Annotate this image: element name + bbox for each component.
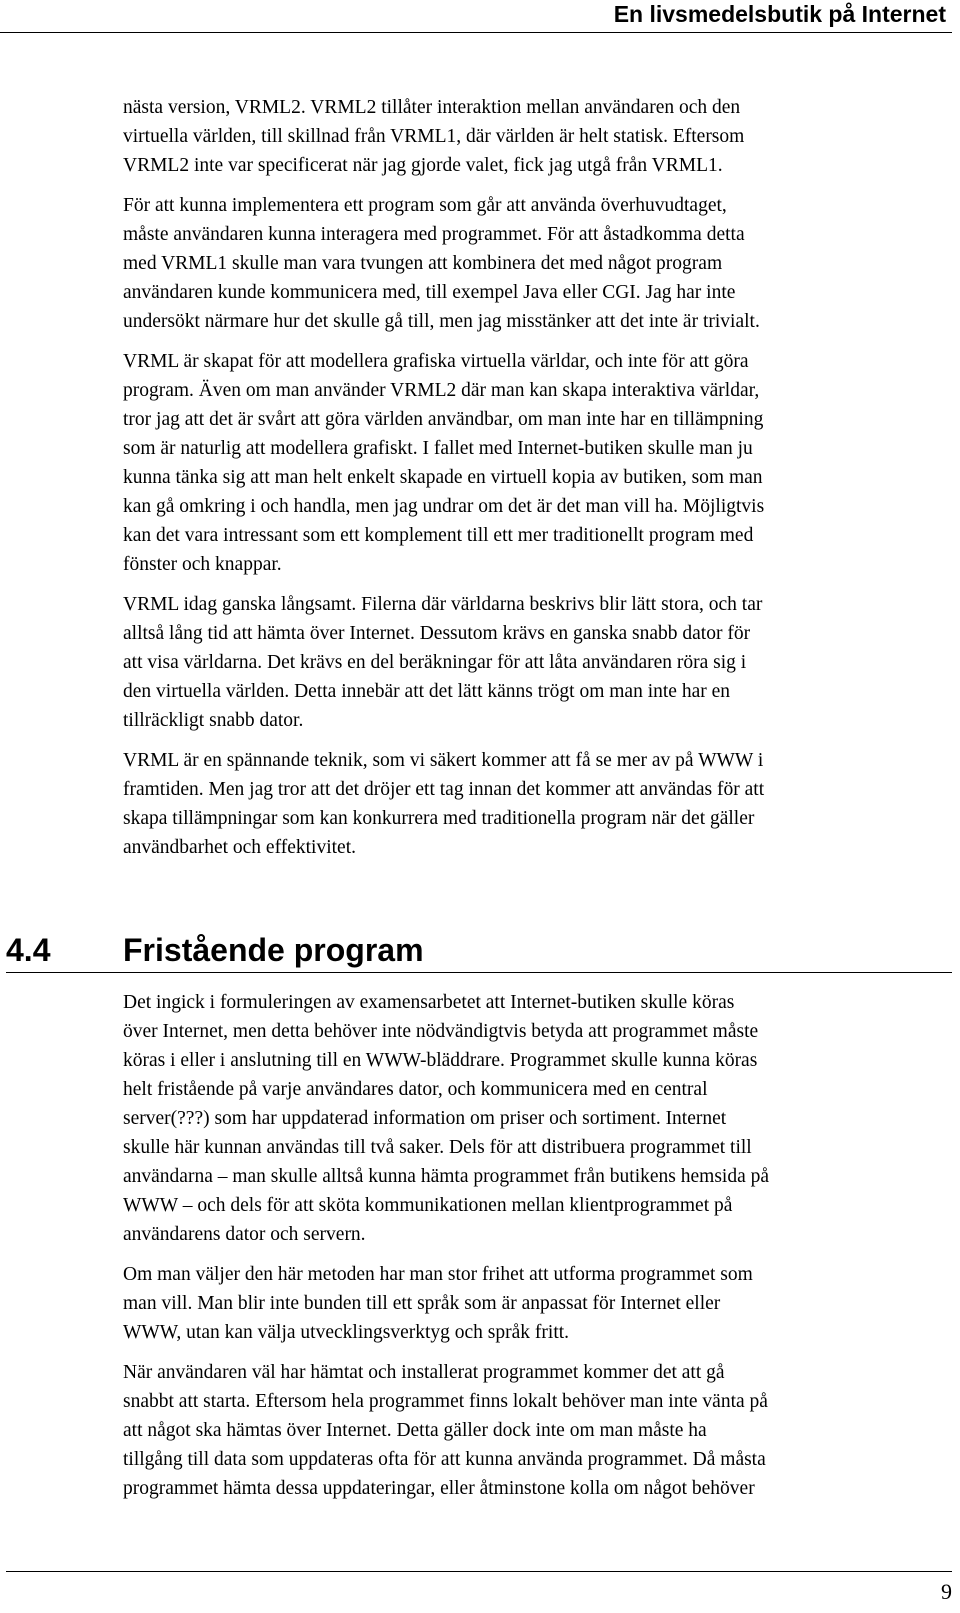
paragraph: VRML är skapat för att modellera grafiska virtuella världar, och inte för att göra program. Även om man använder VRML2 där man kan skapa interaktiva världar, tror jag att det är svårt att göra världen användbar, om man inte har en tillämpning som är naturlig att modellera grafiskt. I fallet med Internet-butiken skulle man ju kunna tänka sig att man helt enkelt skapade en virtuell kopia av butiken, som man kan gå omkring i och handla, men jag undrar om det är det man vill ha. Möjligtvis kan det vara intressant som ett komplement till ett mer traditionellt program med fönster och knappar. (123, 351, 765, 575)
document-title: En livsmedelsbutik på Internet (613, 1, 946, 27)
section-number: 4.4 (6, 932, 51, 968)
section-title: Fristående program (123, 932, 424, 968)
paragraph: När användaren väl har hämtat och installerat programmet kommer det att gå snabbt att starta. Eftersom hela programmet finns lokalt behöver man inte vänta på att något ska hämtas över Internet. Detta gäller dock inte om man måste ha tillgång till data som uppdateras ofta för att kunna använda programmet. Då måsta programmet hämta dessa uppdateringar, eller åtminstone kolla om något behöver (123, 1362, 768, 1499)
running-header (0, 0, 952, 33)
page-number: 9 (941, 1579, 952, 1604)
paragraph: För att kunna implementera ett program som går att använda överhuvudtaget, måste användaren kunna interagera med programmet. För att åstadkomma detta med VRML1 skulle man vara tvungen att kombinera det med något program användaren kunde kommunicera med, till exempel Java eller CGI. Jag har inte undersökt närmare hur det skulle gå till, men jag misstänker att det inte är trivialt. (123, 195, 760, 332)
paragraph: Det ingick i formuleringen av examensarbetet att Internet-butiken skulle köras över Internet, men detta behöver inte nödvändigtvis betyda att programmet måste köras i eller i anslutning till en WWW-bläddrare. Programmet skulle kunna köras helt fristående på varje användares dator, och kommunicera med en central server(???) som har uppdaterad information om priser och sortiment. Internet skulle här kunnan användas till två saker. Dels för att distribuera programmet till användarna – man skulle alltså kunna hämta programmet från butikens hemsida på WWW – och dels för att sköta kommunikationen mellan klientprogrammet på användarens dator och servern. (123, 992, 770, 1245)
paragraph: VRML är en spännande teknik, som vi säkert kommer att få se mer av på WWW i framtiden. Men jag tror att det dröjer ett tag innan det kommer att användas för att skapa tillämpningar som kan konkurrera med traditionella program när det gäller användbarhet och effektivitet. (123, 750, 765, 858)
paragraph: Om man väljer den här metoden har man stor frihet att utforma programmet som man vill. Man blir inte bunden till ett språk som är anpassat för Internet eller WWW, utan kan välja utvecklingsverktyg och språk fritt. (123, 1264, 753, 1343)
paragraph: nästa version, VRML2. VRML2 tillåter interaktion mellan användaren och den virtuella världen, till skillnad från VRML1, där världen är helt statisk. Eftersom VRML2 inte var specificerat när jag gjorde valet, fick jag utgå från VRML1. (123, 97, 745, 176)
paragraph: VRML idag ganska långsamt. Filerna där världarna beskrivs blir lätt stora, och tar alltså lång tid att hämta över Internet. Dessutom krävs en ganska snabb dator för att visa världarna. Det krävs en del beräkningar för att låta användaren röra sig i den virtuella världen. Detta innebär att det lätt känns trögt om man inte har en tillräckligt snabb dator. (123, 594, 763, 731)
body-text-top (123, 93, 955, 873)
footer-rule (6, 1571, 952, 1572)
body-text-section (123, 988, 955, 1514)
section-heading (6, 930, 952, 973)
